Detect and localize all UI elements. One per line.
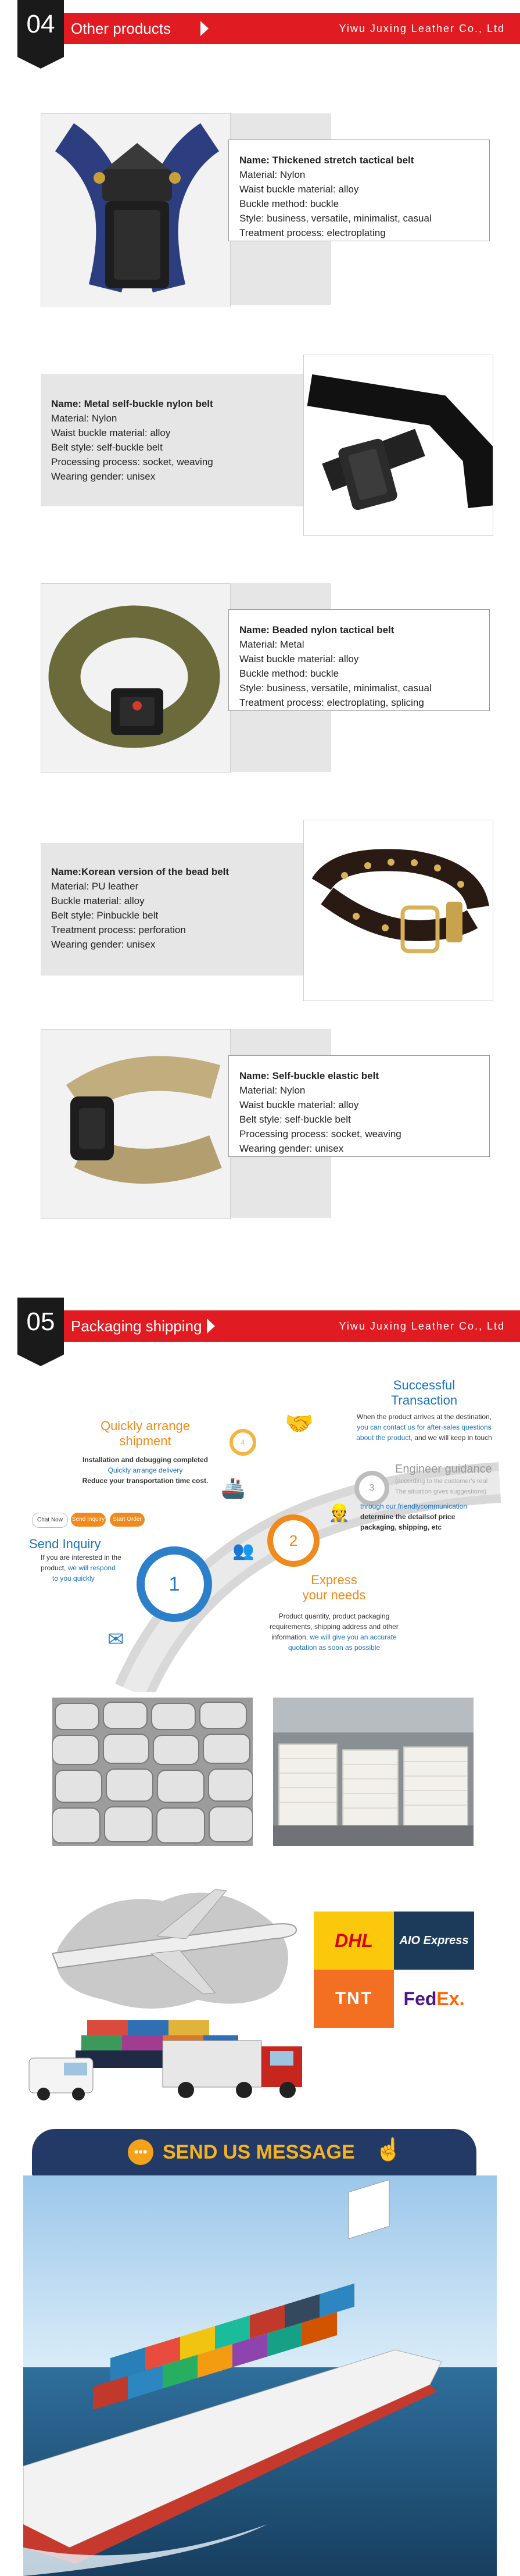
step5-title: Successful [393, 1378, 456, 1392]
section-title-bar [64, 1310, 520, 1342]
step2-block [250, 1573, 418, 1653]
product-spec-box [228, 609, 490, 711]
send-message-banner[interactable] [32, 2129, 476, 2175]
belt-image [304, 820, 493, 1001]
dhl-logo-text: DHL [335, 1930, 373, 1951]
step4-text: Quickly arrange delivery [107, 1466, 183, 1474]
step-number: 2 [289, 1531, 298, 1549]
spec-line: Material: Metal [239, 639, 304, 650]
product-spec-box [228, 1055, 490, 1157]
step1-text: product, [41, 1564, 66, 1572]
pointer-hand-icon: ☝ [375, 2138, 403, 2162]
spec-line: Treatment process: electroplating [239, 227, 386, 238]
spec-line: Wearing gender: unisex [51, 939, 156, 950]
product-photo-tactical-belt [41, 113, 231, 306]
step4-text: Installation and debugging completed [82, 1456, 208, 1464]
product-spec-box [41, 384, 305, 500]
step3-text: The situation gives suggestions) [395, 1488, 487, 1495]
belt-image [41, 584, 230, 773]
chevron-right-icon [200, 21, 209, 36]
step5-block [337, 1378, 511, 1443]
spec-line: Waist buckle material: alloy [239, 184, 359, 195]
section-title: Other products [71, 20, 171, 37]
step-circle-1 [137, 1546, 212, 1622]
spec-line: Material: Nylon [239, 1085, 306, 1096]
product-photo-elastic-belt [41, 1029, 231, 1219]
people-icon: 👥 [232, 1541, 254, 1560]
warehouse-image [273, 1698, 474, 1846]
section-number: 04 [17, 0, 64, 57]
spec-line: Belt style: self-buckle belt [239, 1114, 351, 1125]
spec-line: Waist buckle material: alloy [239, 653, 359, 664]
step4-title: shipment [119, 1434, 171, 1448]
spec-line: Material: PU leather [51, 881, 139, 892]
packaging-photo-warehouse [273, 1698, 474, 1846]
spec-line: Buckle material: alloy [51, 895, 145, 906]
company-name: Yiwu Juxing Leather Co., Ltd [339, 23, 505, 34]
tnt-logo-text: TNT [335, 1989, 373, 2008]
ship-image [23, 2175, 497, 2576]
dhl-logo [314, 1912, 394, 1970]
step3-text: through our friendlycommunication [360, 1502, 468, 1510]
step-number: 1 [168, 1573, 180, 1595]
step3-block [354, 1462, 511, 1497]
step3-title: Engineer guidance [395, 1463, 492, 1475]
aio-express-logo [394, 1912, 474, 1970]
send-inquiry-button[interactable]: Send Inquiry [71, 1513, 106, 1527]
fedex-logo-text: Ex. [436, 1988, 465, 2009]
product-name: Name:Korean version of the bead belt [51, 866, 229, 877]
section-number: 05 [17, 1298, 64, 1355]
section-title: Packaging shipping [71, 1317, 202, 1335]
section-header-other-products [0, 0, 520, 58]
step2-title: your needs [302, 1588, 366, 1602]
engineer-icon: 👷 [328, 1503, 350, 1523]
step5-text: When the product arrives at the destination, [356, 1413, 492, 1421]
envelope-icon: ✉ [107, 1628, 124, 1650]
belt-image [304, 355, 493, 535]
product-photo-beaded-tactical-belt [41, 583, 231, 773]
step1-text: we will respond [67, 1564, 116, 1572]
product-name: Name: Metal self-buckle nylon belt [51, 398, 213, 409]
spec-line: Material: Nylon [239, 169, 306, 180]
handshake-icon: 🤝 [285, 1411, 314, 1437]
step2-text: we will give you an accurate [310, 1633, 397, 1641]
step2-text: quotation as soon as possible [288, 1644, 381, 1652]
section-title-bar [64, 13, 520, 44]
spec-line: Belt style: Pinbuckle belt [51, 910, 159, 921]
step1-title: Send Inquiry [29, 1537, 101, 1551]
step1-block [29, 1536, 139, 1584]
cargo-ship-image [23, 2175, 497, 2576]
step-circle-4 [229, 1429, 256, 1456]
step3-text: determine the detailsof price [360, 1513, 456, 1521]
company-name: Yiwu Juxing Leather Co., Ltd [339, 1320, 505, 1332]
step-number: 3 [369, 1483, 375, 1493]
step2-title: Express [311, 1573, 357, 1587]
logistics-banner [23, 1866, 325, 2110]
logistics-image [23, 1866, 325, 2110]
chevron-right-icon [207, 1319, 215, 1334]
step3-text: packaging, shipping, etc [360, 1523, 442, 1531]
step2-text: information, [271, 1633, 308, 1641]
spec-line: Material: Nylon [51, 413, 117, 424]
process-diagram [0, 1366, 520, 1692]
product-name: Name: Beaded nylon tactical belt [239, 624, 395, 635]
spec-line: Buckle method: buckle [239, 668, 339, 679]
step2-text: requirements, shipping address and other [270, 1623, 399, 1631]
spec-line: Waist buckle material: alloy [51, 427, 171, 438]
spec-line: Style: business, versatile, minimalist, casual [239, 213, 432, 224]
step-circle-2 [267, 1514, 320, 1567]
belt-image [41, 1030, 230, 1219]
step4-title: Quickly arrange [100, 1419, 191, 1433]
product-photo-self-buckle-belt [303, 355, 493, 536]
step2-text: Product quantity, product packaging [278, 1612, 390, 1620]
spec-line: Belt style: self-buckle belt [51, 442, 163, 453]
step1-text: If you are interested in the [41, 1553, 121, 1562]
step5-text: about the product, [356, 1434, 413, 1442]
product-spec-box [41, 852, 305, 968]
step4-block [64, 1419, 227, 1486]
product-spec-box [228, 140, 490, 241]
step5-text: you can contact us for after-sales questions [357, 1423, 492, 1431]
start-order-button[interactable]: Start Order [110, 1513, 145, 1527]
spec-line: Waist buckle material: alloy [239, 1099, 359, 1110]
spec-line: Buckle method: buckle [239, 198, 339, 209]
chat-now-button[interactable]: Chat Now [32, 1513, 68, 1528]
spec-line: Processing process: socket, weaving [51, 456, 213, 467]
send-message-label: SEND US MESSAGE [163, 2141, 355, 2163]
step3-detail [360, 1501, 511, 1532]
step4-text: Reduce your transportation time cost. [82, 1477, 209, 1485]
spec-line: Processing process: socket, weaving [239, 1128, 401, 1139]
product-name: Name: Self-buckle elastic belt [239, 1070, 379, 1081]
product-photo-bead-belt [303, 820, 493, 1001]
step5-text: and we will keep in touch [414, 1434, 492, 1442]
chat-bubble-icon: ••• [128, 2139, 153, 2165]
bags-image [52, 1698, 253, 1846]
fedex-logo [394, 1970, 474, 2028]
tnt-logo [314, 1970, 394, 2028]
section-header-packaging-shipping [0, 1298, 520, 1356]
step1-text: to you quickly [52, 1574, 95, 1582]
fedex-logo-text: Fed [403, 1988, 437, 2009]
spec-line: Wearing gender: unisex [51, 471, 156, 482]
belt-image [41, 114, 230, 306]
step3-text: (according to the customer's real [395, 1478, 488, 1485]
step-number: 4 [241, 1438, 245, 1446]
packaging-photo-bags [52, 1698, 253, 1846]
spec-line: Treatment process: electroplating, splicing [239, 697, 424, 708]
step5-title: Transaction [390, 1393, 458, 1407]
ship-icon: 🚢 [221, 1477, 246, 1499]
aio-logo-text: AIO Express [399, 1934, 469, 1947]
product-name: Name: Thickened stretch tactical belt [239, 155, 414, 166]
spec-line: Style: business, versatile, minimalist, casual [239, 683, 432, 694]
spec-line: Treatment process: perforation [51, 924, 186, 935]
spec-line: Wearing gender: unisex [239, 1143, 344, 1154]
